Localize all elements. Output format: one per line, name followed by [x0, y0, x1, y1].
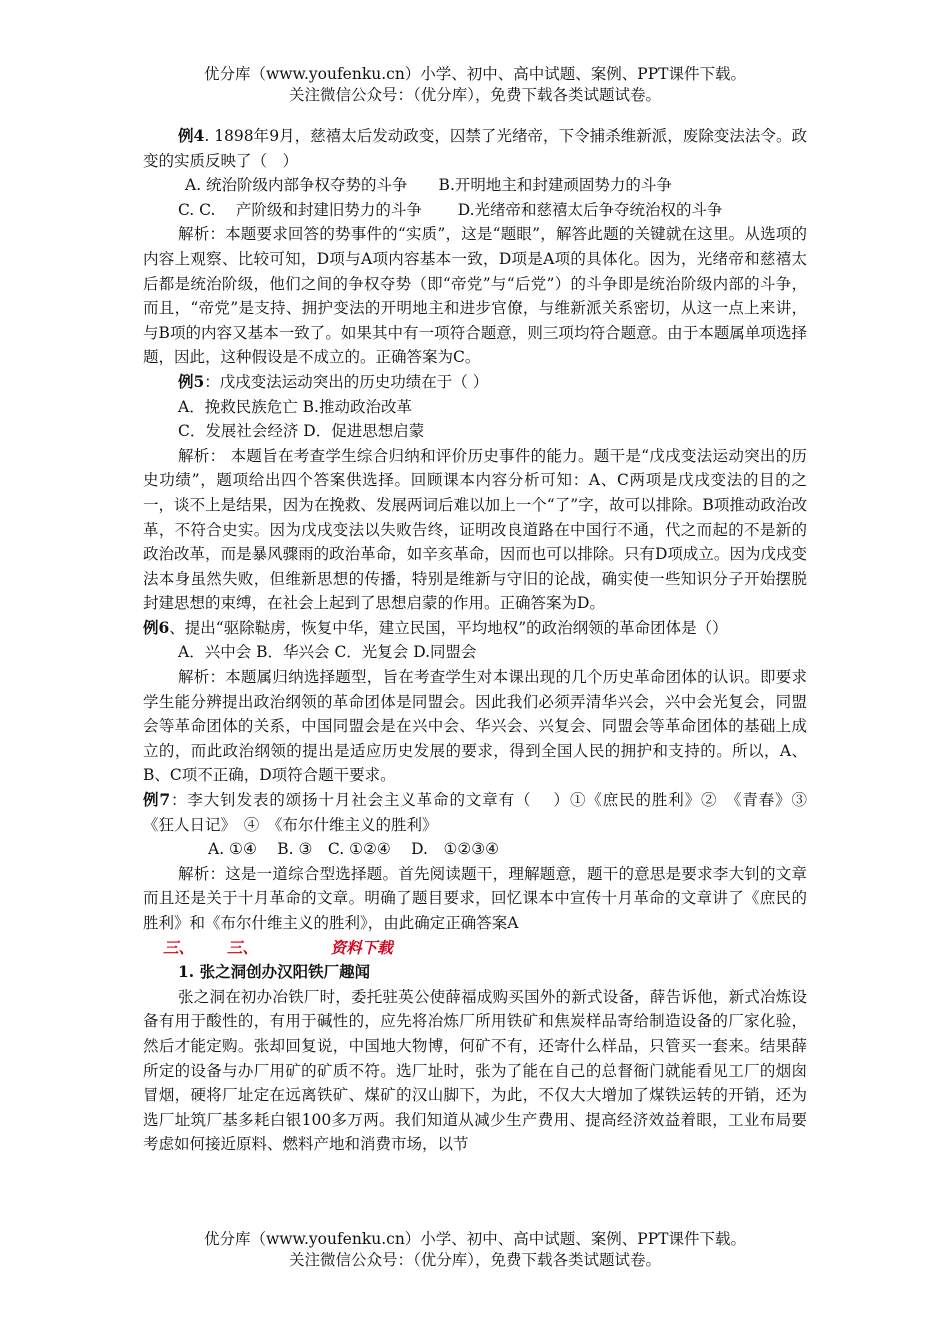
section-3-heading	[143, 936, 807, 961]
example-4-options-cd: C. C. 产阶级和封建旧势力的斗争 D.光绪帝和慈禧太后争夺统治权的斗争	[178, 200, 723, 219]
example-7-options: A. ①④ B. ③ C. ①②④ D. ①②③④	[208, 840, 500, 859]
page-footer	[0, 1229, 950, 1271]
example-4-analysis: 解析：本题要求回答的势事件的“实质”，这是“题眼”，解答此题的关键就在这里。从选项的内容上观察、比较可知，D项与A项内容基本一致，D项是A项的具体化。因为，光绪帝和慈禧太后都是统治阶级，他们之间的争权夺势（即“帝党”与“后党”）的斗争即是统治阶级内部的斗争，而且，“帝党”是支持、拥护变法的开明地主和进步官僚，与维新派关系密切，从这一点上来讲，与B项的内容又基本一致了。如果其中有一项符合题意，则三项均符合题意。由于本题属单项选择题，因此，这种假设是不成立的。正确答案为C。	[143, 225, 807, 367]
section-3-num-2: 三、	[226, 937, 258, 957]
example-5-stem: 例5：戊戌变法运动突出的历史功绩在于（ ）	[178, 371, 489, 391]
document-body	[143, 124, 823, 1157]
example-6-stem: 例6、提出“驱除鞑虏，恢复中华，建立民国，平均地权”的政治纲领的革命团体是（）	[143, 617, 728, 637]
example-5-options-ab: A．挽救民族危亡 B.推动政治改革	[178, 397, 412, 416]
footer-line-2: 关注微信公众号：（优分库），免费下载各类试题试卷。	[288, 1251, 661, 1269]
example-5-analysis: 解析： 本题旨在考查学生综合归纳和评价历史事件的能力。题干是“戊戌变法运动突出的历史功绩”，题项给出四个答案供选择。回顾课本内容分析可知：A、C两项是戊戌变法的目的之一，谈不上是结果，因为在挽救、发展两词后难以加上一个“了”字，故可以排除。B项推动政治改革，不符合史实。因为戊戌变法以失败告终，证明改良道路在中国行不通，代之而起的不是新的政治改革，而是暴风骤雨的政治革命，如辛亥革命，因而也可以排除。只有D项成立。因为戊戌变法本身虽然失败，但维新思想的传播，特别是维新与守旧的论战，确实使一些知识分子开始摆脱封建思想的束缚，在社会上起到了思想启蒙的作用。正确答案为D。	[143, 446, 807, 613]
article-1-body: 张之洞在初办冶铁厂时，委托驻英公使薛福成购买国外的新式设备，薛告诉他，新式冶炼设备有用于酸性的，有用于碱性的，应先将冶炼厂所用铁矿和焦炭样品寄给制造设备的厂家化验，然后才能定购。张却回复说，中国地大物博，何矿不有，还寄什么样品，只管买一套来。结果薛所定的设备与办厂用矿的矿质不符。选厂址时，张为了能在自己的总督衙门就能看见工厂的烟囱冒烟，硬将厂址定在远离铁矿、煤矿的汉山脚下，为此，不仅大大增加了煤铁运转的开销，还为选厂址筑厂基多耗白银100多万两。我们知道从减少生产费用、提高经济效益着眼，工业布局要考虑如何接近原料、燃料产地和消费市场，以节	[143, 987, 807, 1154]
example-4-stem: 例4. 1898年9月，慈禧太后发动政变，囚禁了光绪帝，下令捕杀维新派，废除变法法令。政变的实质反映了（ ）	[143, 126, 807, 170]
example-7-stem: 例7：李大钊发表的颂扬十月社会主义革命的文章有（ ）①《庶民的胜利》② 《青春》③ 《狂人日记》 ④ 《布尔什维主义的胜利》	[143, 790, 823, 834]
example-6-analysis: 解析：本题属归纳选择题型，旨在考查学生对本课出现的几个历史革命团体的认识。即要求学生能分辨提出政治纲领的革命团体是同盟会。因此我们必须弄清华兴会，兴中会光复会，同盟会等革命团体的关系，中国同盟会是在兴中会、华兴会、兴复会、同盟会等革命团体的基础上成立的，而此政治纲领的提出是适应历史发展的要求，得到全国人民的拥护和支持的。所以，A、B、C项不正确，D项符合题干要求。	[143, 668, 807, 785]
header-line-2: 关注微信公众号：（优分库），免费下载各类试题试卷。	[288, 86, 661, 104]
example-6-options: A．兴中会 B．华兴会 C．光复会 D.同盟会	[178, 643, 477, 662]
page-header	[0, 64, 950, 106]
example-4-label: 例4	[178, 126, 205, 145]
example-7-label: 例7	[143, 790, 171, 810]
header-line-1: 优分库（www.youfenku.cn）小学、初中、高中试题、案例、PPT课件下载。	[203, 65, 747, 83]
example-5-options-cd: C．发展社会经济 D．促进思想启蒙	[178, 422, 425, 441]
section-3-title: 资料下载	[330, 937, 393, 957]
article-1-title: 1. 张之洞创办汉阳铁厂趣闻	[178, 962, 371, 982]
footer-line-1: 优分库（www.youfenku.cn）小学、初中、高中试题、案例、PPT课件下载。	[203, 1230, 747, 1248]
example-4-options-ab: A. 统治阶级内部争权夺势的斗争 B.开明地主和封建顽固势力的斗争	[185, 176, 672, 195]
example-5-label: 例5	[178, 371, 205, 391]
example-7-analysis: 解析：这是一道综合型选择题。首先阅读题干，理解题意，题干的意思是要求李大钊的文章而且还是关于十月革命的文章。明确了题目要求，回忆课本中宣传十月革命的文章讲了《庶民的胜利》和《布尔什维主义的胜利》，由此确定正确答案A	[143, 864, 807, 932]
section-3-num-1: 三、	[163, 937, 195, 957]
example-6-label: 例6	[143, 617, 170, 637]
